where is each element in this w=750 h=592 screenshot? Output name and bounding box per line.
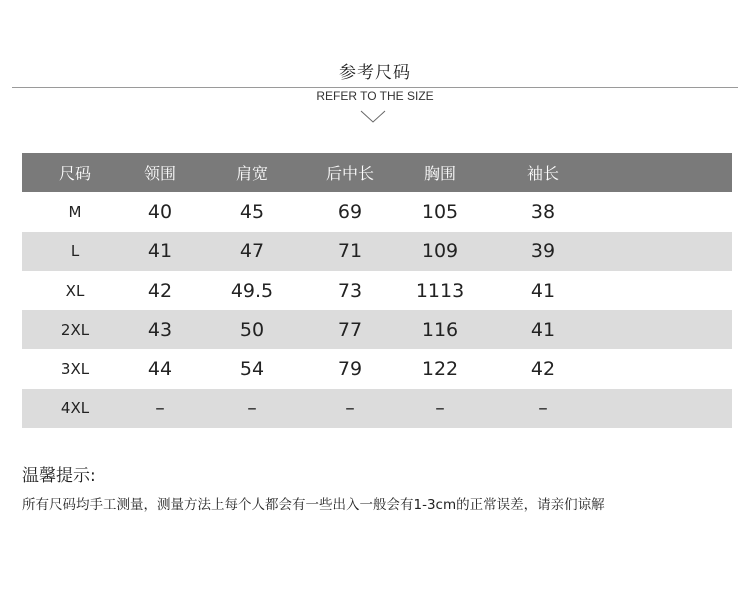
- page-title: 参考尺码: [339, 63, 411, 83]
- cell-neck: 41: [147, 240, 173, 263]
- table-row: [22, 310, 732, 349]
- header-shoulder: 肩宽: [235, 164, 268, 184]
- cell-size: XL: [65, 281, 85, 300]
- cell-length: –: [345, 397, 355, 420]
- cell-neck: –: [155, 397, 165, 420]
- cell-size: 3XL: [60, 360, 90, 379]
- table-row: [22, 389, 732, 428]
- table-row: [22, 271, 732, 310]
- cell-shoulder: 54: [239, 358, 265, 381]
- cell-length: 79: [337, 358, 363, 381]
- cell-chest: –: [435, 397, 445, 420]
- cell-shoulder: 49.5: [230, 279, 274, 302]
- cell-chest: 105: [421, 200, 459, 223]
- cell-length: 73: [337, 279, 363, 302]
- table-row: [22, 349, 732, 388]
- size-table: [22, 153, 732, 428]
- cell-neck: 43: [147, 318, 173, 341]
- tips-body: 所有尺码均手工测量，测量方法上每个人都会有一些出入一般会有1-3cm的正常误差，请亲们谅解: [22, 497, 605, 513]
- cell-size: M: [68, 202, 82, 221]
- cell-neck: 40: [147, 200, 173, 223]
- table-header-row: [22, 153, 732, 192]
- header-length: 后中长: [325, 164, 374, 184]
- cell-size: 4XL: [60, 399, 90, 418]
- cell-sleeve: 39: [530, 240, 556, 263]
- table-row: [22, 192, 732, 231]
- cell-sleeve: 42: [530, 358, 556, 381]
- cell-length: 77: [337, 318, 363, 341]
- cell-shoulder: 47: [239, 240, 265, 263]
- cell-sleeve: –: [538, 397, 548, 420]
- cell-chest: 1113: [415, 279, 465, 302]
- page-subtitle: REFER TO THE SIZE: [316, 89, 434, 103]
- cell-shoulder: 50: [239, 318, 265, 341]
- cell-shoulder: –: [247, 397, 257, 420]
- cell-chest: 122: [421, 358, 459, 381]
- cell-sleeve: 38: [530, 200, 556, 223]
- cell-shoulder: 45: [239, 200, 265, 223]
- cell-chest: 109: [421, 240, 459, 263]
- table-row: [22, 232, 732, 271]
- cell-sleeve: 41: [530, 318, 556, 341]
- tips-title: 温馨提示:: [22, 466, 96, 486]
- cell-neck: 42: [147, 279, 173, 302]
- header-sleeve: 袖长: [526, 164, 559, 184]
- cell-length: 69: [337, 200, 363, 223]
- cell-chest: 116: [421, 318, 459, 341]
- cell-size: L: [70, 242, 80, 261]
- header-chest: 胸围: [423, 164, 456, 184]
- cell-neck: 44: [147, 358, 173, 381]
- cell-length: 71: [337, 240, 363, 263]
- cell-size: 2XL: [60, 320, 90, 339]
- cell-sleeve: 41: [530, 279, 556, 302]
- title-divider: [12, 87, 738, 88]
- header-size: 尺码: [58, 164, 91, 184]
- chevron-down-icon: [360, 110, 386, 124]
- header-neck: 领围: [143, 164, 176, 184]
